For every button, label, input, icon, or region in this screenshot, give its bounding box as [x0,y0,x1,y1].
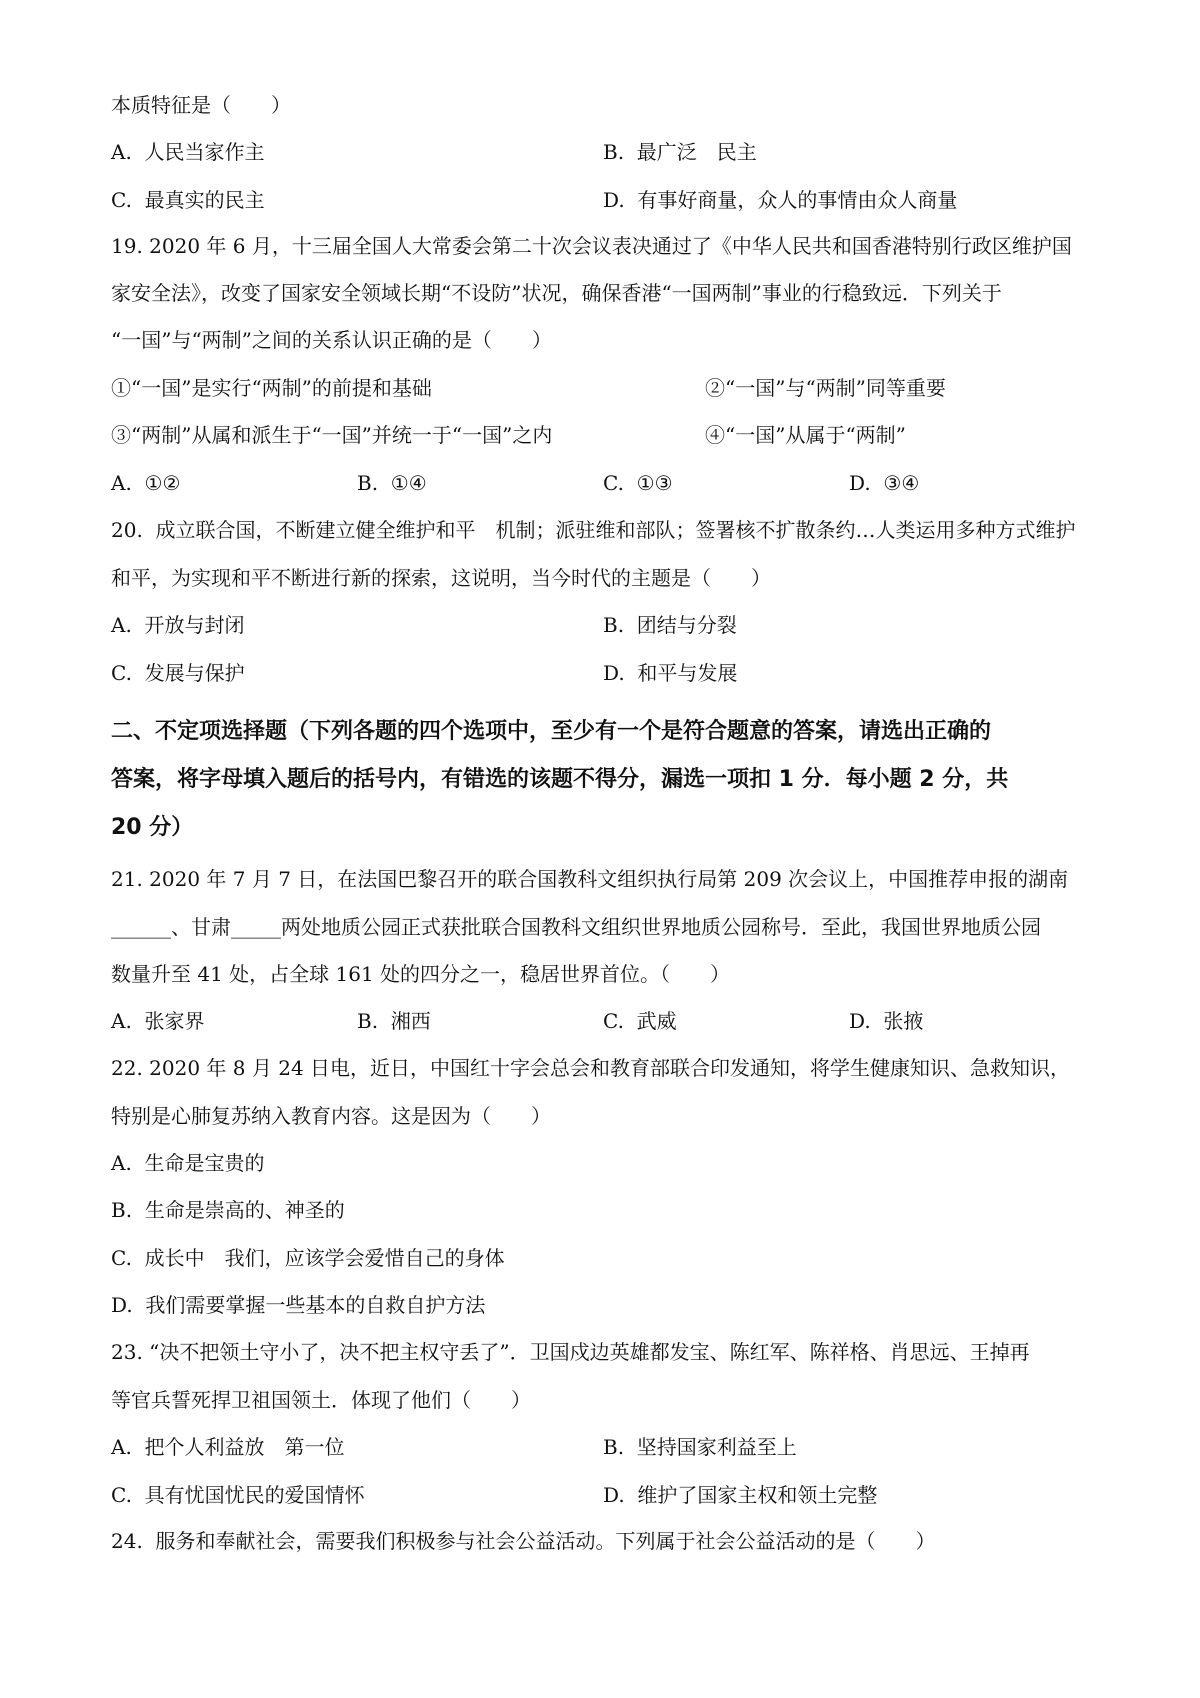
q21-stem-line-2: ______、甘肃_____两处地质公园正式获批联合国教科文组织世界地质公园称号．至此，我国世界地质公园 [111,915,1041,939]
q18-option-a: A. 人民当家作主 [111,140,265,164]
q23-option-b: B. 坚持国家利益至上 [603,1435,797,1459]
q21-option-c: C. 武威 [603,1009,677,1033]
q21-option-a: A. 张家界 [111,1009,205,1033]
section-2-heading-line-2: 答案，将字母填入题后的括号内，有错选的该题不得分，漏选一项扣 1 分．每小题 2 分，共 [111,767,1009,792]
q22-stem-line-2: 特别是心肺复苏纳入教育内容。这是因为（ ） [111,1104,551,1128]
q22-stem-line-1: 22. 2020 年 8 月 24 日电，近日，中国红十字会总会和教育部联合印发通知，将学生健康知识、急救知识， [111,1056,1071,1080]
q19-option-d: D. ③④ [849,471,920,495]
q19-statement-4: ④“一国”从属于“两制” [705,423,906,447]
q24-stem-line-1: 24. 服务和奉献社会，需要我们积极参与社会公益活动。下列属于社会公益活动的是（ ） [111,1529,936,1553]
section-2-heading-line-1: 二、不定项选择题（下列各题的四个选项中，至少有一个是符合题意的答案，请选出正确的 [111,719,992,744]
q23-stem-line-2: 等官兵誓死捍卫祖国领土．体现了他们（ ） [111,1388,531,1412]
q22-option-b: B. 生命是崇高的、神圣的 [111,1198,345,1222]
q21-option-d: D. 张掖 [849,1009,924,1033]
q19-option-a: A. ①② [111,471,181,495]
q23-option-c: C. 具有忧国忧民的爱国情怀 [111,1483,365,1507]
q19-option-b: B. ①④ [357,471,427,495]
q18-option-b: B. 最广泛 民主 [603,140,757,164]
q19-statement-1: ①“一国”是实行“两制”的前提和基础 [111,376,432,400]
q20-option-b: B. 团结与分裂 [603,613,737,637]
q19-stem-line-1: 19. 2020 年 6 月，十三届全国人大常委会第二十次会议表决通过了《中华人民共和国香港特别行政区维护国 [111,234,1072,258]
q20-option-a: A. 开放与封闭 [111,613,245,637]
q18-option-d: D. 有事好商量，众人的事情由众人商量 [603,188,958,212]
q21-stem-line-1: 21. 2020 年 7 月 7 日，在法国巴黎召开的联合国教科文组织执行局第 209 次会议上，中国推荐申报的湖南 [111,867,1069,891]
q18-option-c: C. 最真实的民主 [111,188,265,212]
q20-stem-line-1: 20. 成立联合国，不断建立健全维护和平 机制；派驻维和部队；签署核不扩散条约…人类运用多种方式维护 [111,518,1076,542]
q20-stem-line-2: 和平，为实现和平不断进行新的探索，这说明，当今时代的主题是（ ） [111,566,771,590]
q23-stem-line-1: 23. “决不把领土守小了，决不把主权守丢了”．卫国戍边英雄都发宝、陈红军、陈祥格、肖思远、王掉再 [111,1340,1030,1364]
q18-stem-tail: 本质特征是（ ） [111,93,291,117]
q22-option-d: D. 我们需要掌握一些基本的自救自护方法 [111,1293,486,1317]
q20-option-d: D. 和平与发展 [603,661,738,685]
q19-statement-2: ②“一国”与“两制”同等重要 [705,376,946,400]
q19-statement-3: ③“两制”从属和派生于“一国”并统一于“一国”之内 [111,423,553,447]
q21-option-b: B. 湘西 [357,1009,431,1033]
q23-option-a: A. 把个人利益放 第一位 [111,1435,345,1459]
q19-option-c: C. ①③ [603,471,673,495]
q19-stem-line-2: 家安全法》，改变了国家安全领域长期“不设防”状况，确保香港“一国两制”事业的行稳致远．下列关于 [111,281,1002,305]
q21-stem-line-3: 数量升至 41 处，占全球 161 处的四分之一，稳居世界首位。（ ） [111,962,731,986]
section-2-heading-line-3: 20 分） [111,815,194,840]
q20-option-c: C. 发展与保护 [111,661,245,685]
q22-option-a: A. 生命是宝贵的 [111,1151,265,1175]
q19-stem-line-3: “一国”与“两制”之间的关系认识正确的是（ ） [111,328,552,352]
q22-option-c: C. 成长中 我们，应该学会爱惜自己的身体 [111,1246,505,1270]
q23-option-d: D. 维护了国家主权和领土完整 [603,1483,878,1507]
